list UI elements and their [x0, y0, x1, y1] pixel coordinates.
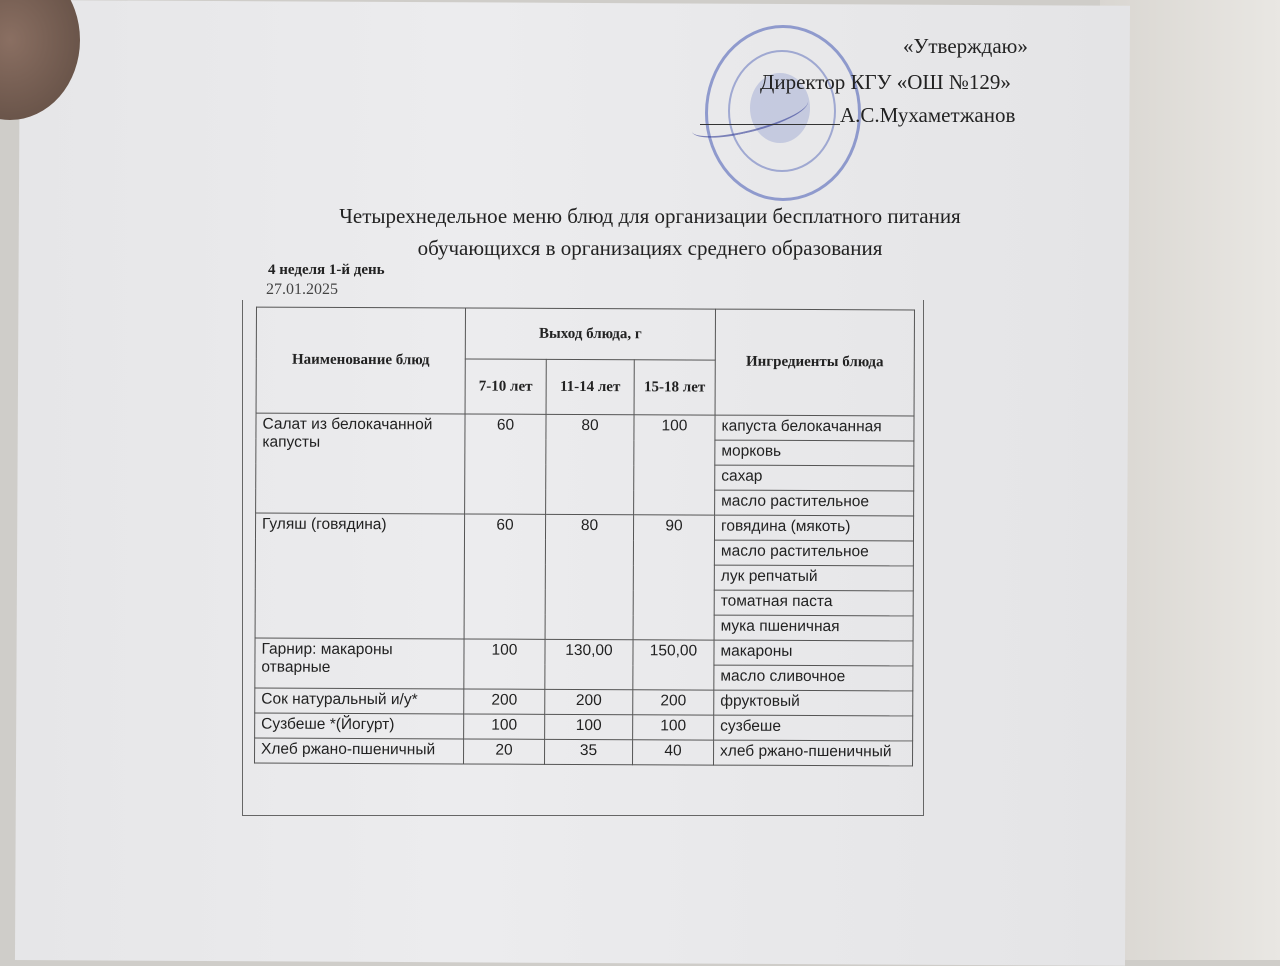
dish-name: Гарнир: макароны отварные	[255, 638, 464, 689]
dish-name: Гуляш (говядина)	[255, 513, 465, 639]
ingredient: морковь	[715, 440, 914, 466]
ingredient: говядина (мякоть)	[714, 515, 913, 541]
header-ingredients: Ингредиенты блюда	[715, 309, 914, 416]
ingredient: сузбеше	[714, 715, 913, 741]
yield-11-14: 130,00	[545, 639, 633, 689]
yield-15-18: 200	[633, 690, 714, 715]
header-age-11-14: 11-14 лет	[546, 359, 634, 414]
ingredient: масло растительное	[715, 490, 914, 516]
yield-7-10: 60	[465, 414, 546, 514]
dish-name: Сок натуральный и/у*	[255, 688, 464, 714]
yield-11-14: 35	[545, 739, 633, 764]
table-row	[255, 688, 913, 716]
table-row	[255, 713, 913, 741]
yield-7-10: 60	[464, 514, 546, 639]
week-day: 4 неделя 1-й день	[268, 262, 385, 278]
header-yield: Выход блюда, г	[465, 308, 715, 360]
ingredient: капуста белокачанная	[715, 415, 914, 441]
menu-table	[254, 307, 915, 767]
document-title	[270, 200, 1030, 264]
ingredient: хлеб ржано-пшеничный	[714, 740, 913, 766]
table-row	[255, 738, 913, 766]
ingredient: томатная паста	[714, 590, 913, 616]
yield-7-10: 20	[464, 739, 545, 764]
table-row	[255, 513, 913, 541]
signature-line	[700, 124, 840, 125]
ingredient: сахар	[715, 465, 914, 491]
approval-line2: Директор КГУ «ОШ №129»	[760, 70, 1011, 94]
yield-15-18: 100	[634, 415, 715, 515]
yield-15-18: 150,00	[633, 640, 714, 690]
header-age-7-10: 7-10 лет	[465, 359, 546, 414]
yield-15-18: 40	[633, 740, 714, 765]
dish-name: Салат из белокачанной капусты	[256, 413, 465, 514]
header-name: Наименование блюд	[256, 307, 465, 414]
title-line2: обучающихся в организациях среднего образования	[417, 236, 883, 260]
yield-15-18: 90	[633, 515, 715, 640]
yield-15-18: 100	[633, 715, 714, 740]
approval-line3: А.С.Мухаметжанов	[840, 103, 1016, 127]
menu-date: 27.01.2025	[266, 281, 338, 298]
yield-7-10: 200	[464, 689, 545, 714]
header-age-15-18: 15-18 лет	[634, 360, 715, 415]
ingredient: масло сливочное	[714, 665, 913, 691]
yield-11-14: 80	[546, 414, 634, 514]
ingredient: мука пшеничная	[714, 615, 913, 641]
ingredient: лук репчатый	[714, 565, 913, 591]
yield-7-10: 100	[464, 714, 545, 739]
table-row	[256, 413, 914, 441]
yield-7-10: 100	[464, 639, 545, 689]
yield-11-14: 100	[545, 714, 633, 739]
table-row	[255, 638, 913, 666]
yield-11-14: 200	[545, 689, 633, 714]
dish-name: Хлеб ржано-пшеничный	[255, 738, 464, 764]
dish-name: Сузбеше *(Йогурт)	[255, 713, 464, 739]
approval-line1: «Утверждаю»	[903, 34, 1028, 58]
yield-11-14: 80	[545, 514, 634, 639]
ingredient: масло растительное	[714, 540, 913, 566]
ingredient: фруктовый	[714, 690, 913, 716]
title-line1: Четырехнедельное меню блюд для организации бесплатного питания	[339, 204, 961, 228]
ingredient: макароны	[714, 640, 913, 666]
